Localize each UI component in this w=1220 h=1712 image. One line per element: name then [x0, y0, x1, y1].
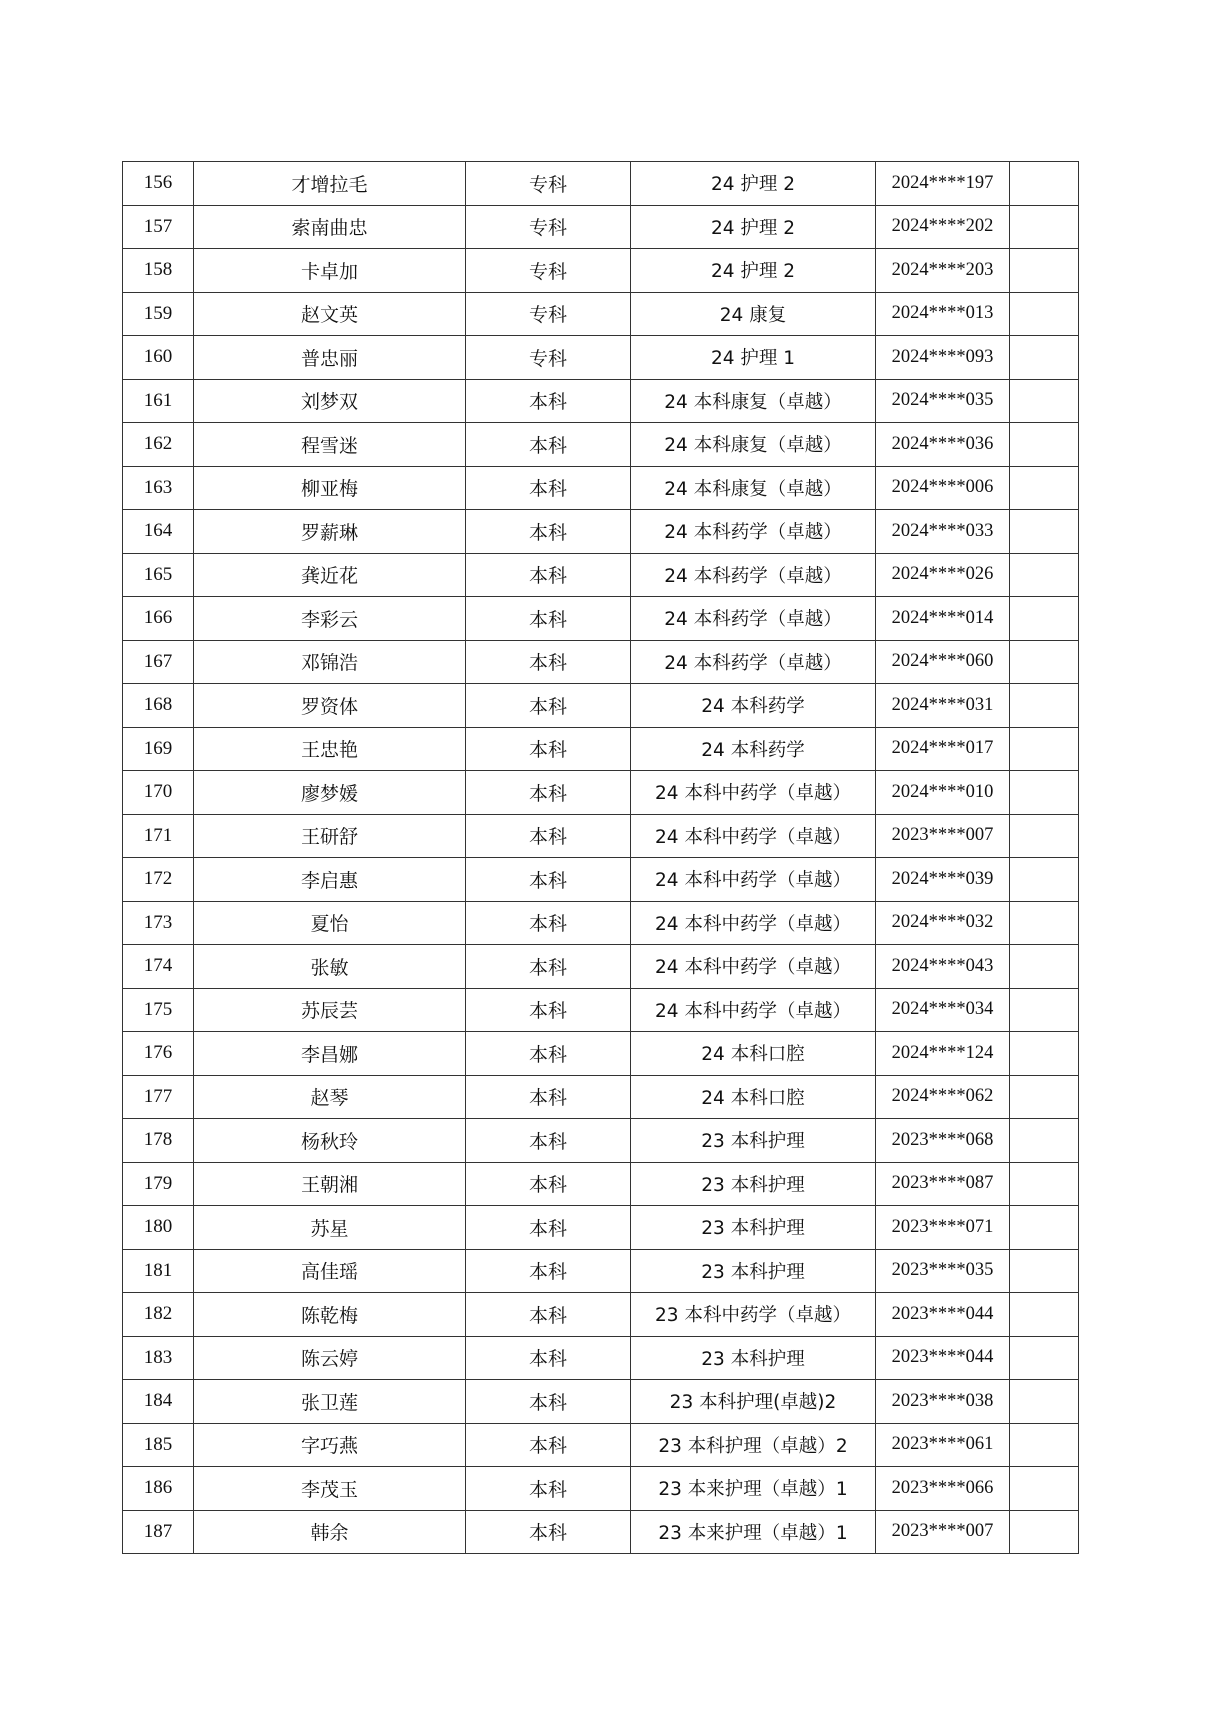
table-row — [123, 1293, 1079, 1337]
education-level-cell: 本科 — [466, 771, 631, 815]
student-id-cell: 2024****062 — [876, 1075, 1010, 1119]
education-level-cell: 本科 — [466, 423, 631, 467]
remarks-cell — [1010, 1467, 1079, 1511]
student-name-cell: 卡卓加 — [194, 249, 466, 293]
student-id-cell: 2023****007 — [876, 1510, 1010, 1554]
education-level-cell: 本科 — [466, 1162, 631, 1206]
class-name-cell: 23 本科护理(卓越)2 — [631, 1380, 876, 1424]
row-number-cell: 171 — [123, 814, 194, 858]
table-row — [123, 1336, 1079, 1380]
student-id-cell: 2023****061 — [876, 1423, 1010, 1467]
student-name-cell: 王忠艳 — [194, 727, 466, 771]
remarks-cell — [1010, 466, 1079, 510]
row-number-cell: 161 — [123, 379, 194, 423]
student-id-cell: 2024****197 — [876, 162, 1010, 206]
table-row — [123, 466, 1079, 510]
row-number-cell: 174 — [123, 945, 194, 989]
class-name-cell: 24 本科中药学（卓越） — [631, 945, 876, 989]
class-name-cell: 24 本科药学 — [631, 727, 876, 771]
student-name-cell: 罗资体 — [194, 684, 466, 728]
remarks-cell — [1010, 640, 1079, 684]
row-number-cell: 158 — [123, 249, 194, 293]
remarks-cell — [1010, 1293, 1079, 1337]
row-number-cell: 173 — [123, 901, 194, 945]
education-level-cell: 本科 — [466, 1380, 631, 1424]
remarks-cell — [1010, 1075, 1079, 1119]
student-id-cell: 2023****044 — [876, 1336, 1010, 1380]
student-name-cell: 才增拉毛 — [194, 162, 466, 206]
row-number-cell: 159 — [123, 292, 194, 336]
education-level-cell: 本科 — [466, 901, 631, 945]
student-name-cell: 龚近花 — [194, 553, 466, 597]
row-number-cell: 175 — [123, 988, 194, 1032]
class-name-cell: 24 护理 1 — [631, 336, 876, 380]
student-id-cell: 2023****071 — [876, 1206, 1010, 1250]
row-number-cell: 162 — [123, 423, 194, 467]
student-id-cell: 2024****034 — [876, 988, 1010, 1032]
table-row — [123, 1510, 1079, 1554]
education-level-cell: 本科 — [466, 510, 631, 554]
class-name-cell: 23 本科护理 — [631, 1162, 876, 1206]
row-number-cell: 180 — [123, 1206, 194, 1250]
student-name-cell: 王朝湘 — [194, 1162, 466, 1206]
education-level-cell: 本科 — [466, 988, 631, 1032]
table-row — [123, 858, 1079, 902]
class-name-cell: 24 本科口腔 — [631, 1032, 876, 1076]
student-id-cell: 2024****036 — [876, 423, 1010, 467]
class-name-cell: 23 本科中药学（卓越） — [631, 1293, 876, 1337]
table-row — [123, 814, 1079, 858]
education-level-cell: 本科 — [466, 1336, 631, 1380]
education-level-cell: 专科 — [466, 249, 631, 293]
class-name-cell: 24 本科康复（卓越） — [631, 379, 876, 423]
student-id-cell: 2024****043 — [876, 945, 1010, 989]
student-name-cell: 苏辰芸 — [194, 988, 466, 1032]
class-name-cell: 23 本科护理 — [631, 1249, 876, 1293]
class-name-cell: 24 本科药学（卓越） — [631, 510, 876, 554]
class-name-cell: 24 康复 — [631, 292, 876, 336]
education-level-cell: 本科 — [466, 1249, 631, 1293]
student-name-cell: 李茂玉 — [194, 1467, 466, 1511]
student-name-cell: 程雪迷 — [194, 423, 466, 467]
remarks-cell — [1010, 597, 1079, 641]
student-id-cell: 2024****033 — [876, 510, 1010, 554]
row-number-cell: 187 — [123, 1510, 194, 1554]
remarks-cell — [1010, 292, 1079, 336]
remarks-cell — [1010, 162, 1079, 206]
class-name-cell: 23 本科护理 — [631, 1119, 876, 1163]
class-name-cell: 23 本来护理（卓越）1 — [631, 1467, 876, 1511]
remarks-cell — [1010, 510, 1079, 554]
student-name-cell: 杨秋玲 — [194, 1119, 466, 1163]
table-row — [123, 1119, 1079, 1163]
row-number-cell: 177 — [123, 1075, 194, 1119]
remarks-cell — [1010, 814, 1079, 858]
education-level-cell: 专科 — [466, 292, 631, 336]
table-row — [123, 1249, 1079, 1293]
remarks-cell — [1010, 1249, 1079, 1293]
remarks-cell — [1010, 684, 1079, 728]
row-number-cell: 166 — [123, 597, 194, 641]
education-level-cell: 本科 — [466, 1423, 631, 1467]
student-name-cell: 索南曲忠 — [194, 205, 466, 249]
education-level-cell: 专科 — [466, 205, 631, 249]
student-id-cell: 2024****006 — [876, 466, 1010, 510]
education-level-cell: 本科 — [466, 466, 631, 510]
education-level-cell: 专科 — [466, 336, 631, 380]
class-name-cell: 24 护理 2 — [631, 162, 876, 206]
remarks-cell — [1010, 1032, 1079, 1076]
remarks-cell — [1010, 379, 1079, 423]
table-row — [123, 379, 1079, 423]
remarks-cell — [1010, 205, 1079, 249]
education-level-cell: 本科 — [466, 727, 631, 771]
student-name-cell: 字巧燕 — [194, 1423, 466, 1467]
row-number-cell: 185 — [123, 1423, 194, 1467]
class-name-cell: 24 本科中药学（卓越） — [631, 858, 876, 902]
row-number-cell: 176 — [123, 1032, 194, 1076]
table-row — [123, 162, 1079, 206]
class-name-cell: 24 本科康复（卓越） — [631, 466, 876, 510]
table-row — [123, 684, 1079, 728]
class-name-cell: 24 本科康复（卓越） — [631, 423, 876, 467]
student-id-cell: 2024****060 — [876, 640, 1010, 684]
remarks-cell — [1010, 249, 1079, 293]
table-row — [123, 336, 1079, 380]
table-row — [123, 1380, 1079, 1424]
row-number-cell: 167 — [123, 640, 194, 684]
education-level-cell: 专科 — [466, 162, 631, 206]
class-name-cell: 24 本科中药学（卓越） — [631, 988, 876, 1032]
table-row — [123, 771, 1079, 815]
education-level-cell: 本科 — [466, 1075, 631, 1119]
student-id-cell: 2024****031 — [876, 684, 1010, 728]
row-number-cell: 157 — [123, 205, 194, 249]
education-level-cell: 本科 — [466, 1032, 631, 1076]
education-level-cell: 本科 — [466, 379, 631, 423]
row-number-cell: 168 — [123, 684, 194, 728]
table-row — [123, 553, 1079, 597]
row-number-cell: 164 — [123, 510, 194, 554]
table-row — [123, 510, 1079, 554]
row-number-cell: 182 — [123, 1293, 194, 1337]
student-id-cell: 2023****038 — [876, 1380, 1010, 1424]
student-name-cell: 陈乾梅 — [194, 1293, 466, 1337]
student-name-cell: 苏星 — [194, 1206, 466, 1250]
student-id-cell: 2024****093 — [876, 336, 1010, 380]
remarks-cell — [1010, 1510, 1079, 1554]
remarks-cell — [1010, 988, 1079, 1032]
table-row — [123, 1467, 1079, 1511]
table-row — [123, 423, 1079, 467]
class-name-cell: 23 本来护理（卓越）1 — [631, 1510, 876, 1554]
education-level-cell: 本科 — [466, 858, 631, 902]
row-number-cell: 165 — [123, 553, 194, 597]
student-name-cell: 李启惠 — [194, 858, 466, 902]
table-row — [123, 1206, 1079, 1250]
education-level-cell: 本科 — [466, 814, 631, 858]
remarks-cell — [1010, 858, 1079, 902]
student-id-cell: 2023****035 — [876, 1249, 1010, 1293]
student-name-cell: 普忠丽 — [194, 336, 466, 380]
student-name-cell: 廖梦媛 — [194, 771, 466, 815]
remarks-cell — [1010, 1162, 1079, 1206]
student-name-cell: 赵琴 — [194, 1075, 466, 1119]
student-list-table — [122, 161, 1079, 1554]
remarks-cell — [1010, 727, 1079, 771]
class-name-cell: 23 本科护理（卓越）2 — [631, 1423, 876, 1467]
remarks-cell — [1010, 1119, 1079, 1163]
table-row — [123, 205, 1079, 249]
student-name-cell: 赵文英 — [194, 292, 466, 336]
class-name-cell: 24 本科中药学（卓越） — [631, 901, 876, 945]
table-row — [123, 292, 1079, 336]
class-name-cell: 24 护理 2 — [631, 205, 876, 249]
row-number-cell: 184 — [123, 1380, 194, 1424]
student-name-cell: 张敏 — [194, 945, 466, 989]
education-level-cell: 本科 — [466, 945, 631, 989]
row-number-cell: 172 — [123, 858, 194, 902]
student-id-cell: 2024****017 — [876, 727, 1010, 771]
student-id-cell: 2024****039 — [876, 858, 1010, 902]
class-name-cell: 24 本科药学（卓越） — [631, 640, 876, 684]
education-level-cell: 本科 — [466, 1467, 631, 1511]
student-id-cell: 2024****032 — [876, 901, 1010, 945]
remarks-cell — [1010, 901, 1079, 945]
remarks-cell — [1010, 1423, 1079, 1467]
student-name-cell: 李昌娜 — [194, 1032, 466, 1076]
student-name-cell: 张卫莲 — [194, 1380, 466, 1424]
table-row — [123, 1162, 1079, 1206]
class-name-cell: 23 本科护理 — [631, 1206, 876, 1250]
table-row — [123, 945, 1079, 989]
student-name-cell: 罗薪琳 — [194, 510, 466, 554]
table-row — [123, 249, 1079, 293]
row-number-cell: 169 — [123, 727, 194, 771]
row-number-cell: 179 — [123, 1162, 194, 1206]
remarks-cell — [1010, 1336, 1079, 1380]
education-level-cell: 本科 — [466, 553, 631, 597]
row-number-cell: 170 — [123, 771, 194, 815]
row-number-cell: 178 — [123, 1119, 194, 1163]
table-row — [123, 1075, 1079, 1119]
student-id-cell: 2024****202 — [876, 205, 1010, 249]
student-name-cell: 韩余 — [194, 1510, 466, 1554]
class-name-cell: 24 本科药学 — [631, 684, 876, 728]
table-body — [123, 162, 1079, 1554]
row-number-cell: 160 — [123, 336, 194, 380]
student-id-cell: 2024****124 — [876, 1032, 1010, 1076]
student-id-cell: 2023****007 — [876, 814, 1010, 858]
table-row — [123, 640, 1079, 684]
student-name-cell: 夏怡 — [194, 901, 466, 945]
class-name-cell: 24 本科中药学（卓越） — [631, 771, 876, 815]
student-id-cell: 2024****013 — [876, 292, 1010, 336]
education-level-cell: 本科 — [466, 640, 631, 684]
student-name-cell: 王研舒 — [194, 814, 466, 858]
education-level-cell: 本科 — [466, 1119, 631, 1163]
student-name-cell: 柳亚梅 — [194, 466, 466, 510]
class-name-cell: 24 本科药学（卓越） — [631, 553, 876, 597]
student-id-cell: 2024****014 — [876, 597, 1010, 641]
row-number-cell: 183 — [123, 1336, 194, 1380]
row-number-cell: 156 — [123, 162, 194, 206]
education-level-cell: 本科 — [466, 1293, 631, 1337]
student-id-cell: 2023****044 — [876, 1293, 1010, 1337]
education-level-cell: 本科 — [466, 1206, 631, 1250]
student-name-cell: 刘梦双 — [194, 379, 466, 423]
remarks-cell — [1010, 336, 1079, 380]
student-id-cell: 2023****068 — [876, 1119, 1010, 1163]
class-name-cell: 24 本科药学（卓越） — [631, 597, 876, 641]
student-id-cell: 2024****203 — [876, 249, 1010, 293]
row-number-cell: 163 — [123, 466, 194, 510]
remarks-cell — [1010, 1380, 1079, 1424]
student-name-cell: 李彩云 — [194, 597, 466, 641]
table-row — [123, 901, 1079, 945]
student-name-cell: 邓锦浩 — [194, 640, 466, 684]
row-number-cell: 186 — [123, 1467, 194, 1511]
student-id-cell: 2023****087 — [876, 1162, 1010, 1206]
table-row — [123, 1032, 1079, 1076]
remarks-cell — [1010, 553, 1079, 597]
row-number-cell: 181 — [123, 1249, 194, 1293]
table-row — [123, 597, 1079, 641]
remarks-cell — [1010, 423, 1079, 467]
remarks-cell — [1010, 1206, 1079, 1250]
table-row — [123, 988, 1079, 1032]
education-level-cell: 本科 — [466, 684, 631, 728]
class-name-cell: 24 本科口腔 — [631, 1075, 876, 1119]
class-name-cell: 23 本科护理 — [631, 1336, 876, 1380]
table-row — [123, 727, 1079, 771]
student-name-cell: 陈云婷 — [194, 1336, 466, 1380]
class-name-cell: 24 护理 2 — [631, 249, 876, 293]
student-id-cell: 2024****035 — [876, 379, 1010, 423]
student-id-cell: 2024****026 — [876, 553, 1010, 597]
education-level-cell: 本科 — [466, 597, 631, 641]
student-name-cell: 高佳瑶 — [194, 1249, 466, 1293]
education-level-cell: 本科 — [466, 1510, 631, 1554]
table-row — [123, 1423, 1079, 1467]
remarks-cell — [1010, 945, 1079, 989]
student-id-cell: 2023****066 — [876, 1467, 1010, 1511]
student-id-cell: 2024****010 — [876, 771, 1010, 815]
remarks-cell — [1010, 771, 1079, 815]
class-name-cell: 24 本科中药学（卓越） — [631, 814, 876, 858]
